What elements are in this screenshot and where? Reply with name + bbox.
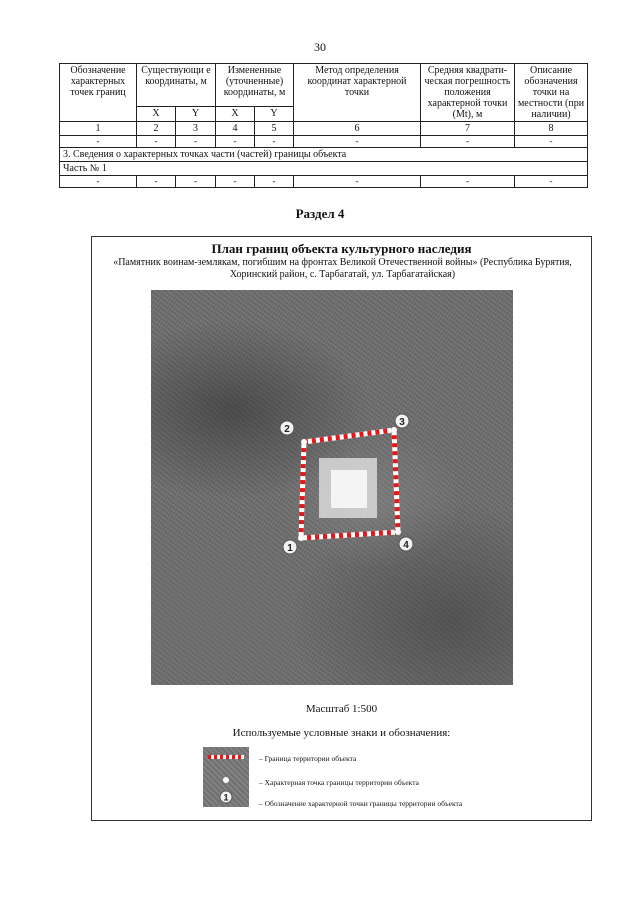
header-method: Метод определения координат характерной точки <box>294 64 421 122</box>
boundary-overlay <box>151 290 513 685</box>
header-changed-x: X <box>216 107 255 122</box>
column-number: 7 <box>421 122 515 136</box>
point-label-4: 4 <box>403 540 409 551</box>
legend-swatch <box>203 747 249 807</box>
boundary-point <box>395 529 401 535</box>
header-existing-coordinates: Существующи е координаты, м <box>137 64 216 107</box>
header-changed-coordinates: Измененные (уточненные) координаты, м <box>216 64 294 107</box>
table-cell: - <box>421 176 515 188</box>
table-cell: - <box>255 136 294 148</box>
header-existing-x: X <box>137 107 176 122</box>
boundary-point <box>301 439 307 445</box>
legend-item-boundary: – Граница территории объекта <box>259 754 357 763</box>
table-cell: - <box>216 176 255 188</box>
legend-item-marker: – Обозначение характерной точки границы территории объекта <box>259 799 463 808</box>
scale-label: Масштаб 1:500 <box>305 703 378 715</box>
header-designation: Обозначение характерных точек границ <box>60 64 137 122</box>
table-cell: - <box>60 176 137 188</box>
legend-marker-label: 1 <box>223 792 229 803</box>
part-label: Часть № 1 <box>60 162 588 176</box>
boundary-plan-frame <box>91 236 592 821</box>
point-label-2: 2 <box>284 424 290 435</box>
boundary-point <box>298 535 304 541</box>
table-row <box>60 136 588 148</box>
monument-core <box>331 470 367 508</box>
table-row <box>60 176 588 188</box>
table-cell: - <box>176 136 216 148</box>
plan-subtitle: «Памятник воинам-землякам, погибшим на фронтах Великой Отечественной войны» (Республика Бурятия, Хоринский район, с. Тарбагатай, ул. Тарбагатайская) <box>113 257 572 280</box>
legend-title: Используемые условные знаки и обозначения: <box>232 727 451 739</box>
column-number: 8 <box>515 122 588 136</box>
table-cell: - <box>515 176 588 188</box>
table-cell: - <box>255 176 294 188</box>
legend-point-symbol <box>223 777 229 783</box>
header-existing-y: Y <box>176 107 216 122</box>
table-cell: - <box>515 136 588 148</box>
section-4-heading: Раздел 4 <box>295 206 345 221</box>
satellite-image <box>151 290 513 685</box>
column-number: 2 <box>137 122 176 136</box>
table-cell: - <box>216 136 255 148</box>
table-cell: - <box>421 136 515 148</box>
header-description: Описание обозначения точки на местности (при наличии) <box>515 64 588 122</box>
coordinates-table <box>59 63 588 188</box>
table-cell: - <box>137 136 176 148</box>
point-label-3: 3 <box>399 417 405 428</box>
page-number: 30 <box>314 40 326 54</box>
table-cell: - <box>294 176 421 188</box>
column-number: 3 <box>176 122 216 136</box>
legend-item-point: – Характерная точка границы территории объекта <box>259 778 419 787</box>
table-cell: - <box>60 136 137 148</box>
table-cell: - <box>137 176 176 188</box>
table-cell: - <box>176 176 216 188</box>
table-cell: - <box>294 136 421 148</box>
legend-symbols <box>203 747 249 807</box>
column-number: 1 <box>60 122 137 136</box>
column-number: 4 <box>216 122 255 136</box>
section-3-title: 3. Сведения о характерных точках части (частей) границы объекта <box>60 148 588 162</box>
column-number: 5 <box>255 122 294 136</box>
table-part-row <box>60 162 588 176</box>
boundary-point <box>391 427 397 433</box>
column-number: 6 <box>294 122 421 136</box>
header-changed-y: Y <box>255 107 294 122</box>
table-section-row <box>60 148 588 162</box>
table-column-numbers-row <box>60 122 588 136</box>
table-header-row <box>60 64 588 107</box>
header-accuracy: Средняя квадрати- ческая погрешность положения характерной точки (Mt), м <box>421 64 515 122</box>
plan-title: План границ объекта культурного наследия <box>211 241 472 256</box>
point-label-1: 1 <box>287 543 293 554</box>
